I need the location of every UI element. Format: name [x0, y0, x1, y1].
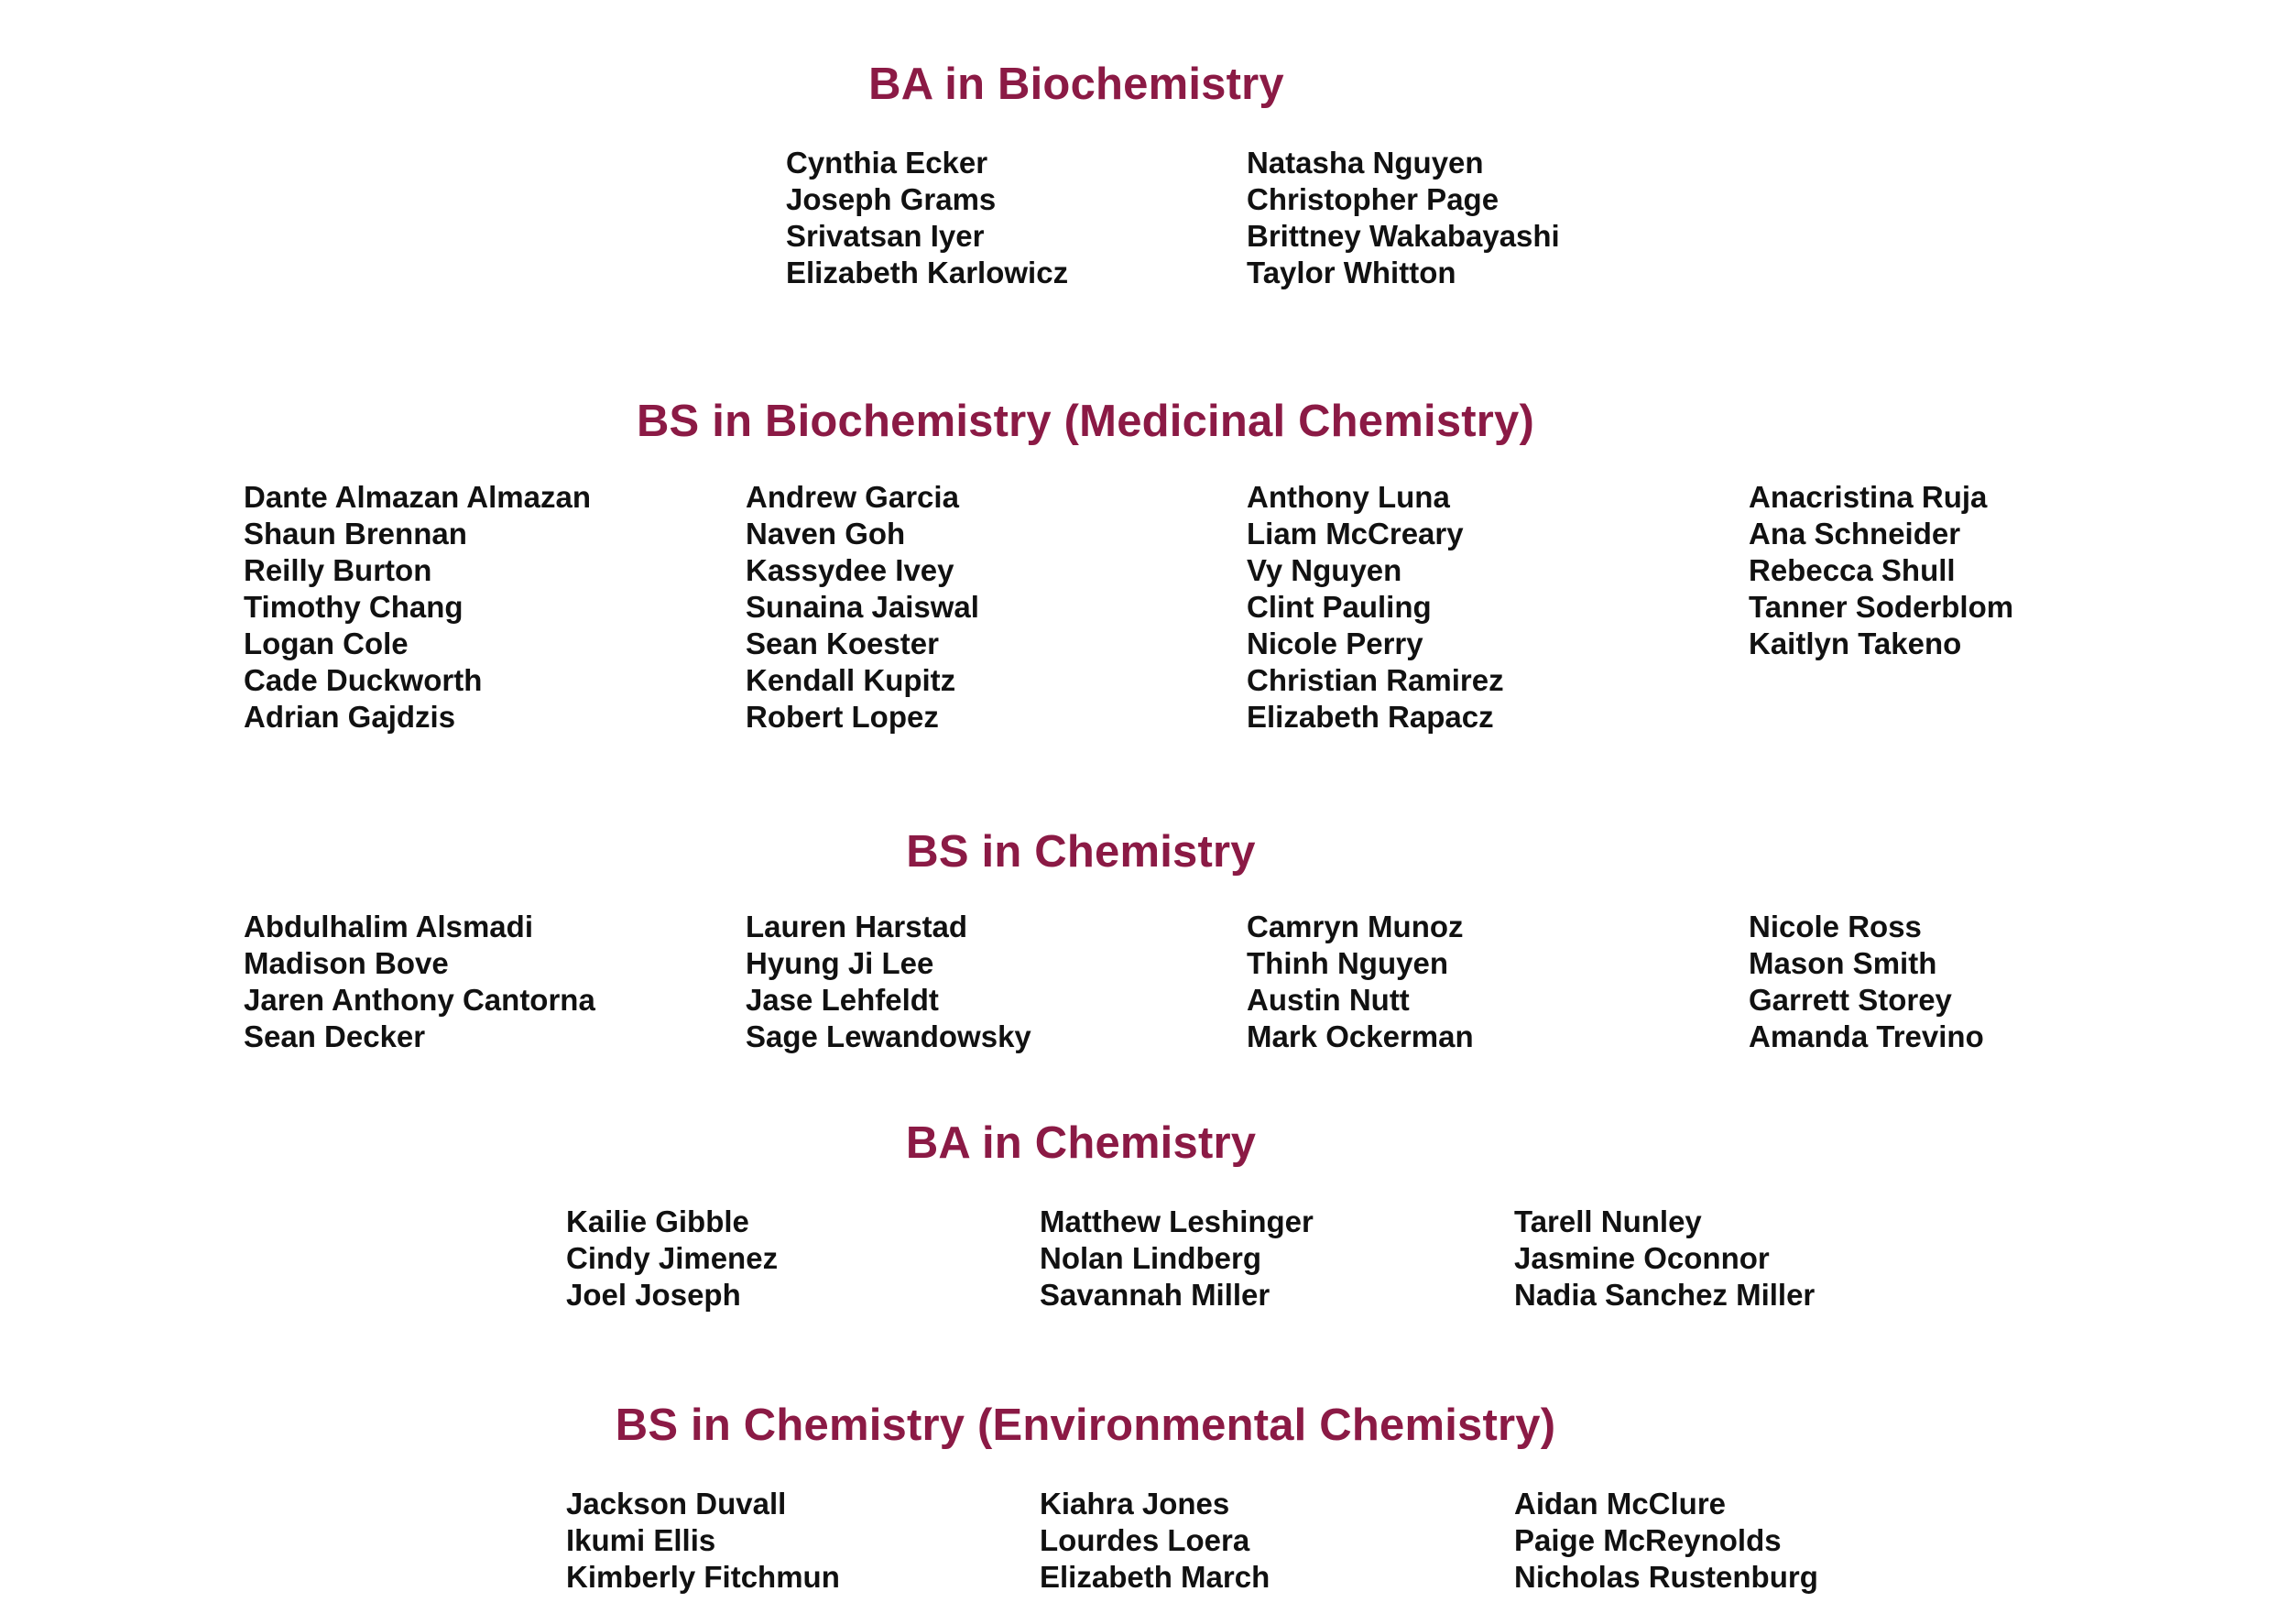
student-name: Robert Lopez [746, 700, 939, 734]
student-name: Kiahra Jones [1040, 1487, 1230, 1520]
section-title-bs-biochemistry-medicinal: BS in Biochemistry (Medicinal Chemistry) [636, 397, 1535, 446]
student-name: Paige McReynolds [1514, 1523, 1782, 1557]
student-name: Jackson Duvall [566, 1487, 787, 1520]
student-name: Timothy Chang [244, 590, 463, 624]
student-name: Sunaina Jaiswal [746, 590, 979, 624]
student-name: Adrian Gajdzis [244, 700, 456, 734]
student-name: Nolan Lindberg [1040, 1241, 1261, 1275]
student-name: Elizabeth Rapacz [1247, 700, 1494, 734]
student-name: Jase Lehfeldt [746, 983, 939, 1017]
section-title-bs-chemistry: BS in Chemistry [906, 827, 1256, 877]
name-column [244, 479, 591, 736]
student-name: Naven Goh [746, 517, 906, 550]
section-title-ba-chemistry: BA in Chemistry [905, 1118, 1257, 1168]
name-column [1247, 145, 1560, 291]
student-name: Abdulhalim Alsmadi [244, 910, 533, 943]
student-name: Kailie Gibble [566, 1204, 749, 1238]
student-name: Austin Nutt [1247, 983, 1410, 1017]
name-column [1514, 1486, 1818, 1596]
student-name: Liam McCreary [1247, 517, 1464, 550]
student-name: Vy Nguyen [1247, 553, 1402, 587]
student-name: Tarell Nunley [1514, 1204, 1702, 1238]
student-name: Sean Decker [244, 1019, 426, 1053]
student-name: Brittney Wakabayashi [1247, 219, 1560, 253]
student-name: Cade Duckworth [244, 663, 483, 697]
student-name: Srivatsan Iyer [786, 219, 985, 253]
name-column [1749, 479, 2013, 662]
student-name: Nadia Sanchez Miller [1514, 1278, 1816, 1312]
student-name: Matthew Leshinger [1040, 1204, 1314, 1238]
name-column [1040, 1204, 1314, 1313]
student-name: Nicholas Rustenburg [1514, 1560, 1818, 1594]
student-name: Cindy Jimenez [566, 1241, 779, 1275]
name-column [786, 145, 1068, 291]
student-name: Anthony Luna [1247, 480, 1450, 514]
student-name: Cynthia Ecker [786, 146, 988, 180]
student-name: Anacristina Ruja [1749, 480, 1988, 514]
section-title-ba-biochemistry: BA in Biochemistry [868, 60, 1284, 109]
name-column [1040, 1486, 1270, 1596]
student-name: Natasha Nguyen [1247, 146, 1484, 180]
section-title-bs-chemistry-environmental: BS in Chemistry (Environmental Chemistry) [615, 1401, 1556, 1450]
student-name: Ikumi Ellis [566, 1523, 716, 1557]
student-name: Mark Ockerman [1247, 1019, 1474, 1053]
student-name: Elizabeth Karlowicz [786, 256, 1069, 289]
student-name: Taylor Whitton [1247, 256, 1456, 289]
name-column [746, 909, 1031, 1055]
student-name: Madison Bove [244, 946, 449, 980]
student-name: Clint Pauling [1247, 590, 1432, 624]
student-name: Christian Ramirez [1247, 663, 1504, 697]
student-name: Ana Schneider [1749, 517, 1961, 550]
student-name: Kassydee Ivey [746, 553, 954, 587]
student-name: Jasmine Oconnor [1514, 1241, 1770, 1275]
name-column [746, 479, 979, 736]
student-name: Lourdes Loera [1040, 1523, 1250, 1557]
student-name: Kendall Kupitz [746, 663, 956, 697]
name-column [566, 1486, 840, 1596]
student-name: Sage Lewandowsky [746, 1019, 1031, 1053]
student-name: Shaun Brennan [244, 517, 467, 550]
student-name: Lauren Harstad [746, 910, 968, 943]
student-name: Thinh Nguyen [1247, 946, 1448, 980]
student-name: Garrett Storey [1749, 983, 1952, 1017]
student-name: Nicole Ross [1749, 910, 1922, 943]
student-name: Christopher Page [1247, 182, 1499, 216]
student-name: Dante Almazan Almazan [244, 480, 591, 514]
student-name: Aidan McClure [1514, 1487, 1727, 1520]
student-name: Andrew Garcia [746, 480, 959, 514]
student-name: Reilly Burton [244, 553, 432, 587]
name-column [1514, 1204, 1815, 1313]
student-name: Jaren Anthony Cantorna [244, 983, 595, 1017]
name-column [244, 909, 595, 1055]
name-column [1247, 909, 1474, 1055]
student-name: Kaitlyn Takeno [1749, 627, 1962, 660]
student-name: Camryn Munoz [1247, 910, 1464, 943]
name-column [566, 1204, 778, 1313]
name-column [1749, 909, 1984, 1055]
student-name: Rebecca Shull [1749, 553, 1956, 587]
student-name: Logan Cole [244, 627, 409, 660]
student-name: Savannah Miller [1040, 1278, 1270, 1312]
student-name: Joseph Grams [786, 182, 997, 216]
student-name: Hyung Ji Lee [746, 946, 934, 980]
student-name: Joel Joseph [566, 1278, 741, 1312]
student-name: Sean Koester [746, 627, 939, 660]
student-name: Nicole Perry [1247, 627, 1423, 660]
student-name: Amanda Trevino [1749, 1019, 1984, 1053]
student-name: Mason Smith [1749, 946, 1937, 980]
student-name: Tanner Soderblom [1749, 590, 2014, 624]
student-name: Elizabeth March [1040, 1560, 1270, 1594]
name-column [1247, 479, 1504, 736]
student-name: Kimberly Fitchmun [566, 1560, 840, 1594]
